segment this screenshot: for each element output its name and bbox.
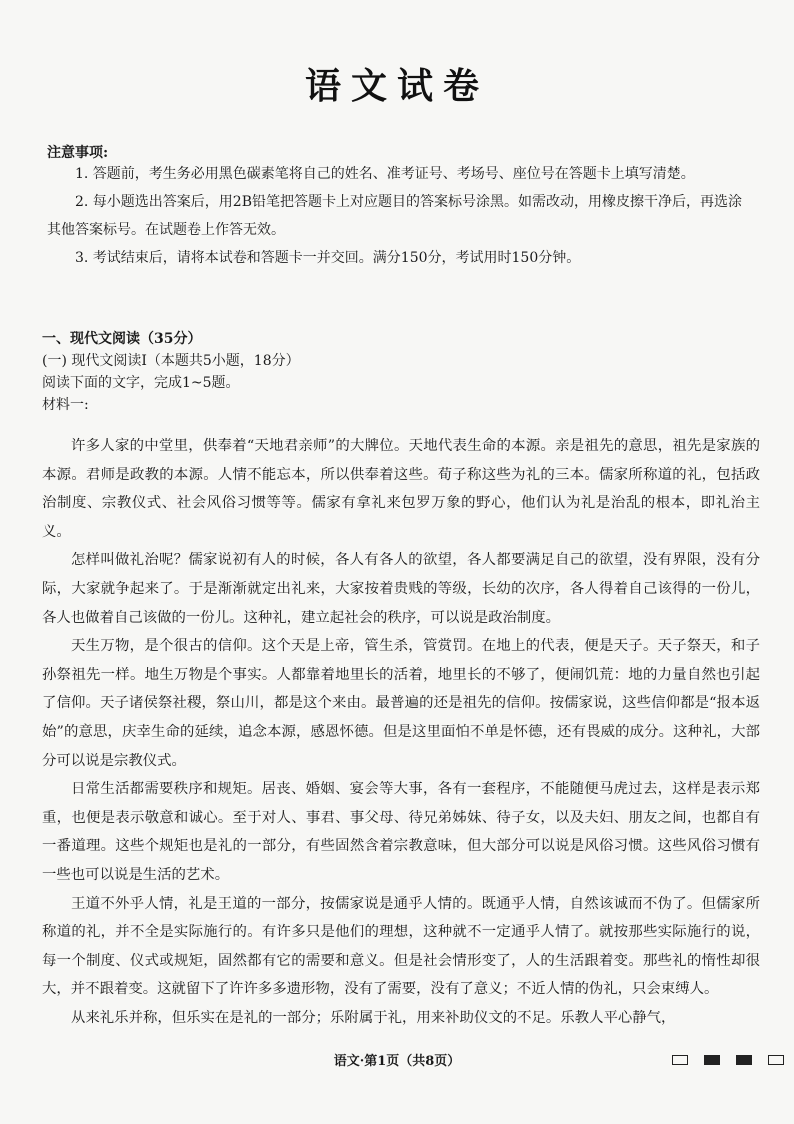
corner-marks: [672, 1055, 782, 1067]
passage-paragraph: 许多人家的中堂里，供奉着“天地君亲师”的大牌位。天地代表生命的本源。亲是祖先的意思，祖先是家族的本源。君师是政教的本源。人情不能忘本，所以供奉着这些。荀子称这些为礼的三本。儒家所称道的礼，包括政治制度、宗教仪式、社会风俗习惯等等。儒家有拿礼来包罗万象的野心，他们认为礼是治乱的根本，即礼治主义。: [42, 438, 760, 540]
passage-paragraph: 王道不外乎人情，礼是王道的一部分，按儒家说是通乎人情的。既通乎人情，自然该诚而不伪了。但儒家所称道的礼，并不全是实际施行的。有许多只是他们的理想，这种就不一定通乎人情了。就按那些实际施行的说，每一个制度、仪式或规矩，固然都有它的需要和意义。但是社会情形变了，人的生活跟着变。那些礼的惰性却很大，并不跟着变。这就留下了许许多多遗形物，没有了需要，没有了意义；不近人情的伪礼，只会束缚人。: [42, 895, 760, 998]
exam-title: 语文试卷: [304, 65, 489, 107]
reading-passage: [42, 432, 760, 1032]
section-header: [42, 328, 762, 416]
corner-mark-empty: [768, 1055, 784, 1065]
notice-item: 1. 答题前，考生务必用黑色碳素笔将自己的姓名、准考证号、考场号、座位号在答题卡上填写清楚。: [75, 166, 695, 182]
section-subtitle: (一) 现代文阅读Ⅰ（本题共5小题，18分）: [42, 353, 300, 369]
passage-paragraph: 怎样叫做礼治呢？儒家说初有人的时候，各人有各人的欲望，各人都要满足自己的欲望，没有界限，没有分际，大家就争起来了。于是渐渐就定出礼来，大家按着贵贱的等级，长幼的次序，各人得着自己该得的一份儿，各人也做着自己该做的一份儿。这种礼，建立起社会的秩序，可以说是政治制度。: [42, 552, 760, 626]
notice-item: 2. 每小题选出答案后，用2B铅笔把答题卡上对应题目的答案标号涂黑。如需改动，用橡皮擦干净后，再选涂其他答案标号。在试题卷上作答无效。: [47, 194, 743, 238]
notice-heading: 注意事项:: [47, 145, 109, 161]
page-footer: 语文·第1页（共8页）: [333, 1054, 461, 1069]
corner-mark-filled: [704, 1055, 720, 1065]
passage-paragraph: 天生万物，是个很古的信仰。这个天是上帝，管生杀，管赏罚。在地上的代表，便是天子。天子祭天，和子孙祭祖先一样。地生万物是个事实。人都靠着地里长的活着，地里长的不够了，便闹饥荒：地的力量自然也引起了信仰。天子诸侯祭社稷，祭山川，都是这个来由。最普遍的还是祖先的信仰。按儒家说，这些信仰都是“报本返始”的意思，庆幸生命的延续，追念本源，感恩怀德。但是这里面怕不单是怀德，还有畏威的成分。这种礼，大部分可以说是宗教仪式。: [42, 638, 760, 769]
section-instruction: 阅读下面的文字，完成1~5题。: [42, 375, 240, 391]
notice-item: 3. 考试结束后，请将本试卷和答题卡一并交回。满分150分，考试用时150分钟。: [75, 250, 581, 266]
passage-paragraph: 从来礼乐并称，但乐实在是礼的一部分；乐附属于礼，用来补助仪文的不足。乐教人平心静气，: [71, 1009, 676, 1026]
corner-mark-empty: [672, 1055, 688, 1065]
material-label: 材料一:: [42, 397, 89, 413]
passage-paragraph: 日常生活都需要秩序和规矩。居丧、婚姻、宴会等大事，各有一套程序，不能随便马虎过去，这样是表示郑重，也便是表示敬意和诚心。至于对人、事君、事父母、待兄弟姊妹、待子女，以及夫妇、朋友之间，也都自有一番道理。这些个规矩也是礼的一部分，有些固然含着宗教意味，但大部分可以说是风俗习惯。这些风俗习惯有一些也可以说是生活的艺术。: [42, 781, 760, 883]
notice-list: [47, 160, 752, 272]
section-title: 一、现代文阅读（35分）: [42, 331, 202, 347]
corner-mark-filled: [736, 1055, 752, 1065]
